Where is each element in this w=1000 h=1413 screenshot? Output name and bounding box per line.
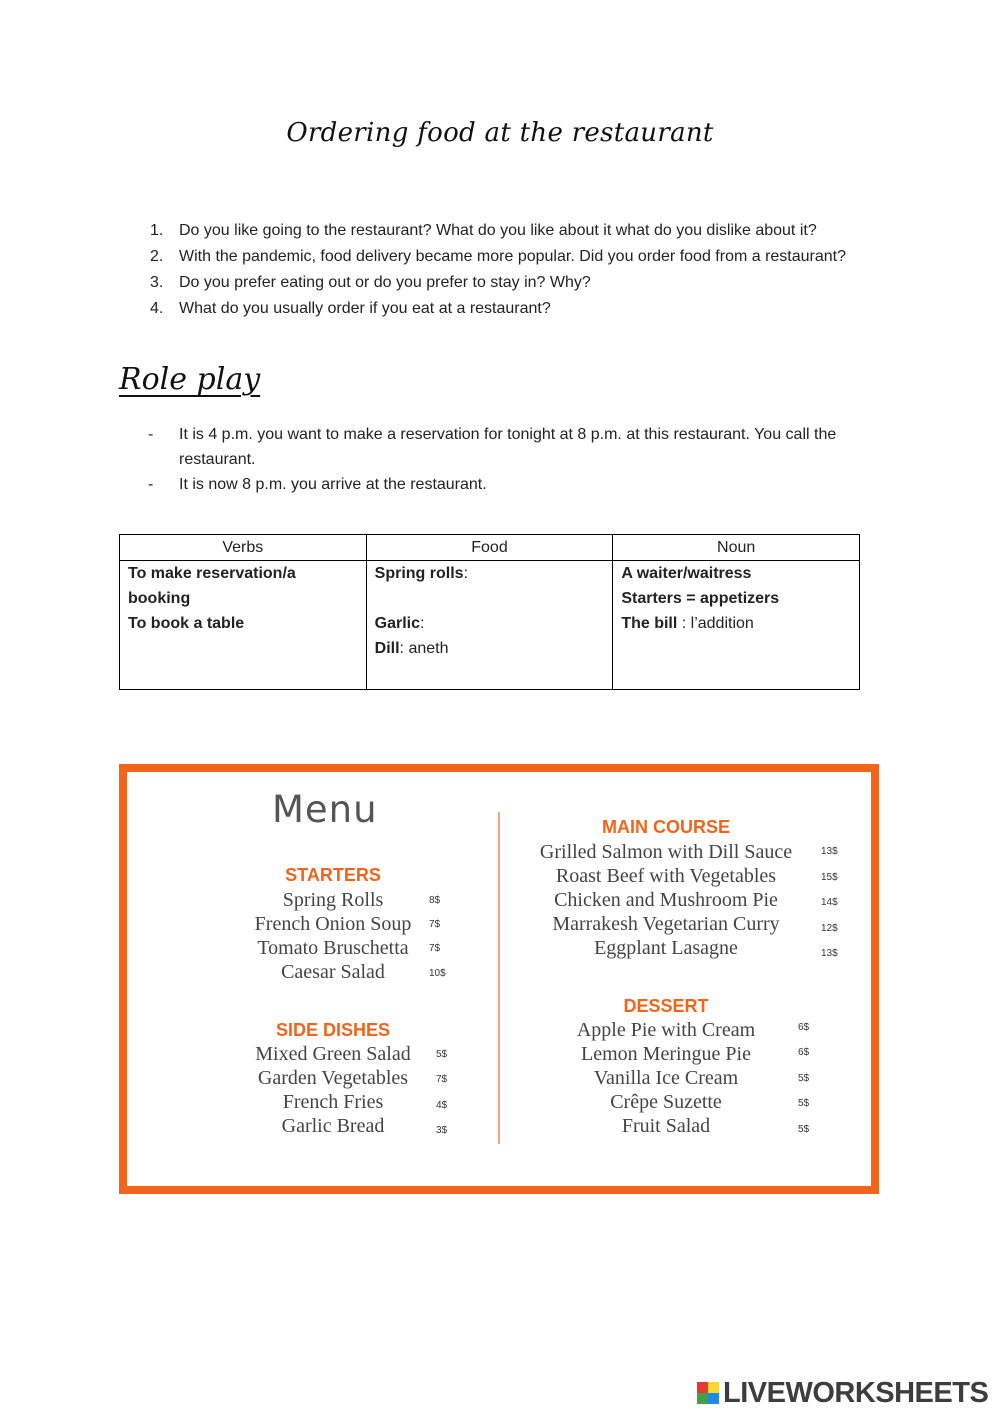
food-garlic — [375, 611, 605, 636]
menu-title: Menu — [272, 788, 378, 831]
roleplay-heading: Role play — [119, 362, 261, 397]
menu-item-name: Roast Beef with Vegetables — [555, 865, 777, 887]
menu-item-price: 13$ — [821, 846, 838, 857]
question-item — [150, 296, 880, 322]
bullet-dash: - — [148, 476, 154, 493]
menu-item-price: 7$ — [429, 919, 441, 930]
question-text: Do you like going to the restaurant? What do you like about it what do you dislike about it? — [179, 222, 817, 239]
menu-item-name: Mixed Green Salad — [255, 1043, 411, 1065]
food-definition: : aneth — [399, 640, 449, 657]
food-term: Dill — [374, 640, 400, 657]
food-term: Spring rolls — [374, 565, 464, 582]
logo-text: LIVEWORKSHEETS — [723, 1376, 989, 1409]
question-number: 4. — [150, 300, 164, 317]
menu-item-price: 6$ — [798, 1022, 810, 1033]
menu-item-price: 5$ — [798, 1098, 810, 1109]
menu-item-name: Garlic Bread — [281, 1115, 385, 1137]
menu-item-name: Lemon Meringue Pie — [581, 1043, 751, 1065]
header-food: Food — [366, 535, 613, 561]
logo-square — [708, 1393, 719, 1404]
food-spring-rolls — [375, 561, 605, 586]
menu-item-name: Apple Pie with Cream — [576, 1019, 756, 1041]
blank-line — [375, 586, 605, 611]
dessert-heading: DESSERT — [623, 996, 709, 1016]
verb-reservation: To make reservation/a — [128, 565, 296, 582]
menu-item-name: Spring Rolls — [282, 889, 384, 911]
menu-item-price: 6$ — [798, 1047, 810, 1058]
menu-item-price: 7$ — [429, 943, 441, 954]
main-course-heading: MAIN COURSE — [601, 817, 730, 837]
question-item — [150, 244, 880, 270]
menu-item-name: Caesar Salad — [281, 961, 385, 983]
verb-booking: booking — [128, 590, 191, 607]
liveworksheets-icon — [697, 1382, 719, 1404]
menu-item-name: Crêpe Suzette — [610, 1091, 722, 1113]
menu-item-price: 5$ — [798, 1073, 810, 1084]
menu-item-name: Eggplant Lasagne — [594, 937, 738, 959]
menu-item-price: 5$ — [436, 1049, 448, 1060]
food-separator: : — [463, 565, 469, 582]
menu-item-price: 14$ — [821, 897, 838, 908]
menu-item-name: Grilled Salmon with Dill Sauce — [539, 841, 793, 863]
side-dishes-heading: SIDE DISHES — [275, 1020, 391, 1040]
logo-square — [697, 1382, 708, 1393]
starters-heading: STARTERS — [285, 865, 381, 885]
scenario-item — [148, 472, 878, 497]
question-text: Do you prefer eating out or do you prefer to stay in? Why? — [179, 274, 591, 291]
noun-waiter: A waiter/waitress — [621, 565, 752, 582]
scenario-text: It is now 8 p.m. you arrive at the restaurant. — [179, 476, 487, 493]
noun-starters: Starters = appetizers — [621, 590, 780, 607]
food-term: Garlic — [374, 615, 421, 632]
scenario-text: It is 4 p.m. you want to make a reservation for tonight at 8 p.m. at this restaurant. You call the restaurant. — [179, 426, 837, 468]
noun-cell — [613, 561, 860, 690]
question-item — [150, 218, 880, 244]
liveworksheets-logo[interactable] — [697, 1378, 988, 1408]
menu-item-price: 8$ — [429, 895, 441, 906]
logo-square — [708, 1382, 719, 1393]
menu-item-price: 5$ — [798, 1124, 810, 1135]
roleplay-scenarios — [148, 422, 878, 497]
question-text: What do you usually order if you eat at a restaurant? — [179, 300, 551, 317]
vocabulary-table — [119, 534, 860, 690]
discussion-questions — [150, 218, 880, 322]
food-separator: : — [420, 615, 425, 632]
menu-item-name: Chicken and Mushroom Pie — [554, 889, 778, 911]
noun-definition: : l’addition — [677, 615, 754, 632]
food-dill — [375, 636, 605, 661]
menu-item-price: 10$ — [429, 968, 446, 979]
menu-divider — [498, 812, 500, 1144]
scenario-item — [148, 422, 878, 472]
question-number: 1. — [150, 222, 164, 239]
menu-item-price: 12$ — [821, 923, 838, 934]
menu-item-price: 15$ — [821, 872, 838, 883]
noun-term: The bill — [621, 615, 678, 632]
worksheet-title: Ordering food at the restaurant — [286, 118, 714, 148]
question-number: 2. — [150, 248, 164, 265]
question-number: 3. — [150, 274, 164, 291]
table-row — [120, 561, 860, 690]
verbs-cell — [120, 561, 367, 690]
table-header-row — [120, 535, 860, 561]
menu-item-price: 4$ — [436, 1100, 448, 1111]
menu-item-name: French Onion Soup — [254, 913, 412, 935]
logo-square — [697, 1393, 708, 1404]
header-verbs: Verbs — [120, 535, 367, 561]
noun-bill — [621, 611, 851, 636]
verb-book-table: To book a table — [128, 615, 245, 632]
question-item — [150, 270, 880, 296]
menu-item-name: Vanilla Ice Cream — [593, 1067, 739, 1089]
menu-item-name: French Fries — [282, 1091, 384, 1113]
menu-item-name: Garden Vegetables — [257, 1067, 409, 1089]
menu-item-price: 13$ — [821, 948, 838, 959]
menu-item-price: 7$ — [436, 1074, 448, 1085]
menu-item-name: Fruit Salad — [621, 1115, 711, 1137]
menu-item-price: 3$ — [436, 1125, 448, 1136]
bullet-dash: - — [148, 426, 154, 443]
header-noun: Noun — [613, 535, 860, 561]
food-cell — [366, 561, 613, 690]
question-text: With the pandemic, food delivery became more popular. Did you order food from a restaurant? — [179, 248, 847, 265]
menu-item-name: Tomato Bruschetta — [257, 937, 409, 959]
menu-item-name: Marrakesh Vegetarian Curry — [552, 913, 780, 935]
